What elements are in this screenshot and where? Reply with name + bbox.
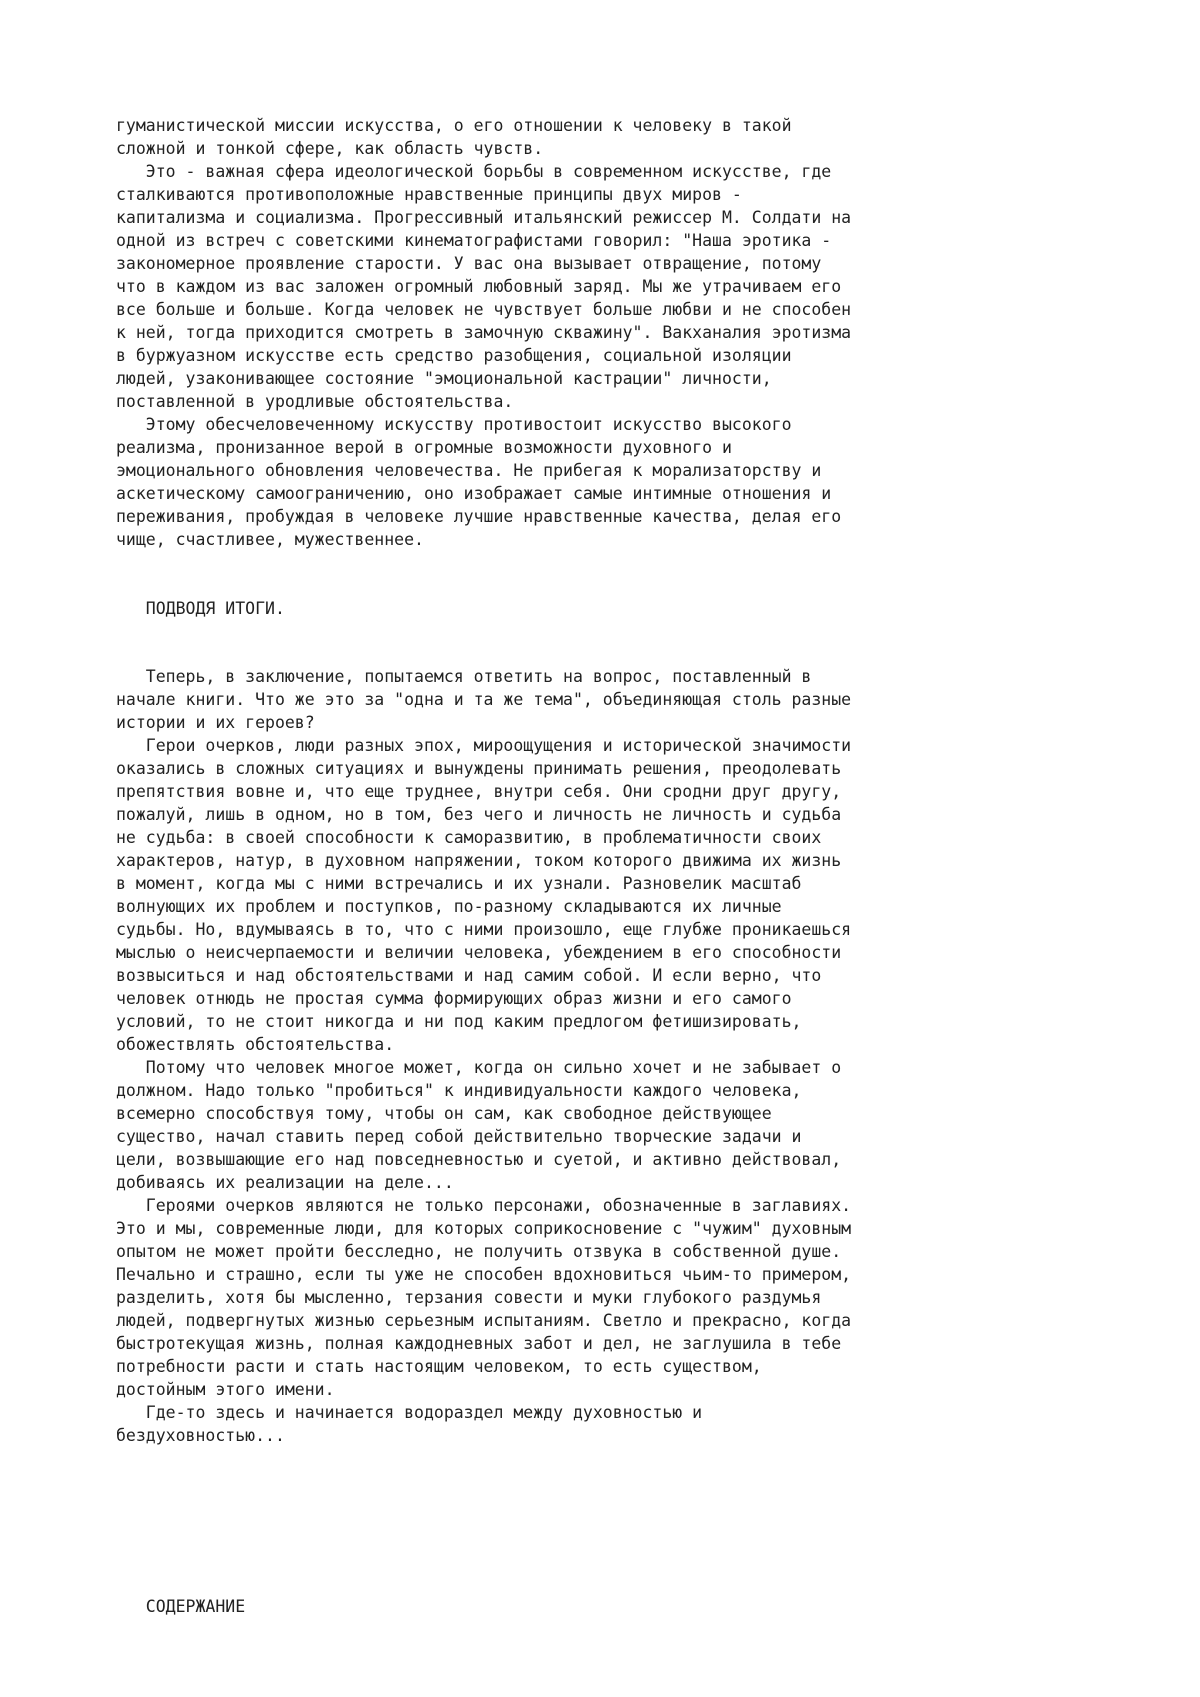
- section-heading-contents: СОДЕРЖАНИЕ: [116, 1597, 246, 1616]
- paragraph-top: гуманистической миссии искусства, о его отношении к человеку в такой сложной и тонкой сфере, как область чувств. Это - важная сфера идеологической борьбы в современном искусстве, где сталкиваются противоположные нравственные принципы двух миров - капитализма и социализма. Прогрессивный итальянский режиссер М. Солдати на одной из встреч с советскими кинематографистами говорил: "Наша эротика - закономерное проявление старости. У вас она вызывает отвращение, потому что в каждом из вас заложен огромный любовный заряд. Мы же утрачиваем его все больше и больше. Когда человек не чувствует больше любви и не способен к ней, тогда приходится смотреть в замочную скважину". Вакханалия эротизма в буржуазном искусстве есть средство разобщения, социальной изоляции людей, узаконивающее состояние "эмоциональной кастрации" личности, поставленной в уродливые обстоятельства. Этому обесчеловеченному искусству противостоит искусство высокого реализма, пронизанное верой в огромные возможности духовного и эмоционального обновления человечества. Не прибегая к морализаторству и аскетическому самоограничению, оно изображает самые интимные отношения и переживания, пробуждая в человеке лучшие нравственные качества, делая его чище, счастливее, мужественнее.: [116, 116, 852, 549]
- section-heading-summary: ПОДВОДЯ ИТОГИ.: [116, 599, 285, 618]
- paragraph-summary: Теперь, в заключение, попытаемся ответить на вопрос, поставленный в начале книги. Что же это за "одна и та же тема", объединяющая столь разные истории и их героев? Герои очерков, люди разных эпох, мироощущения и исторической значимости оказались в сложных ситуациях и вынуждены принимать решения, преодолевать препятствия вовне и, что еще труднее, внутри себя. Они сродни друг другу, пожалуй, лишь в одном, но в том, без чего и личность не личность и судьба не судьба: в своей способности к саморазвитию, в проблематичности своих характеров, натур, в духовном напряжении, током которого движима их жизнь в момент, когда мы с ними встречались и их узнали. Разновелик масштаб волнующих их проблем и поступков, по-разному складываются их личные судьбы. Но, вдумываясь в то, что с ними произошло, еще глубже проникаешься мыслью о неисчерпаемости и величии человека, убеждением в его способности возвыситься и над обстоятельствами и над самим собой. И если верно, что человек отнюдь не простая сумма формирующих образ жизни и его самого условий, то не стоит никогда и ни под каким предлогом фетишизировать, обожествлять обстоятельства. Потому что человек многое может, когда он сильно хочет и не забывает о должном. Надо только "пробиться" к индивидуальности каждого человека, всемерно способствуя тому, чтобы он сам, как свободное действующее существо, начал ставить перед собой действительно творческие задачи и цели, возвышающие его над повседневностью и суетой, и активно действовал, добиваясь их реализации на деле... Героями очерков являются не только персонажи, обозначенные в заглавиях. Это и мы, современные люди, для которых соприкосновение с "чужим" духовным опытом не может пройти бесследно, не получить отзвука в собственной душе. Печально и страшно, если ты уже не способен вдохновиться чьим-то примером, разделить, хотя бы мысленно, терзания совести и муки глубокого раздумья людей, подвергнутых жизнью серьезным испытаниям. Светло и прекрасно, когда быстротекущая жизнь, полная каждодневных забот и дел, не заглушила в тебе потребности расти и стать настоящим человеком, то есть существом, достойным этого имени. Где-то здесь и начинается водораздел между духовностью и бездуховностью...: [116, 667, 852, 1445]
